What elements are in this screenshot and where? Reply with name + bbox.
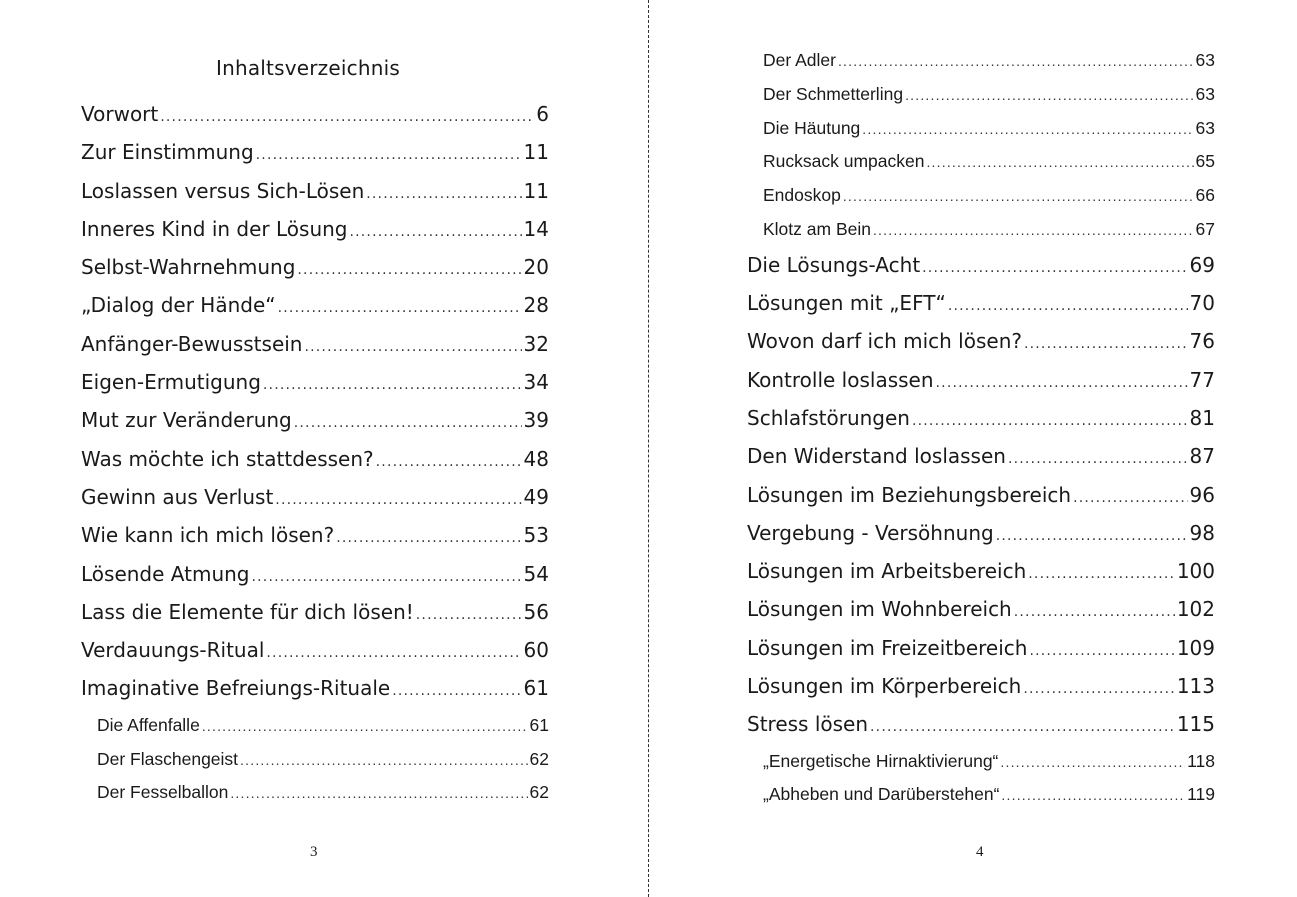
toc-entry (747, 597, 1215, 635)
right-page (650, 0, 1297, 897)
dot-leader (275, 485, 521, 509)
dot-leader (392, 676, 521, 700)
toc-list-left (81, 102, 549, 816)
toc-entry-page: 98 (1189, 520, 1215, 545)
toc-entry-page: 61 (523, 676, 549, 701)
toc-entry (81, 332, 549, 370)
toc-entry-page: 87 (1189, 444, 1215, 469)
toc-entry-title: „Energetische Hirnaktivierung“ (763, 750, 999, 771)
toc-entry-page: 28 (523, 293, 549, 318)
toc-entry (81, 179, 549, 217)
dot-leader (862, 118, 1193, 139)
toc-entry (747, 329, 1215, 367)
toc-entry-page: 81 (1189, 405, 1215, 430)
toc-title: Inhaltsverzeichnis (216, 56, 400, 80)
toc-entry-page: 32 (523, 331, 549, 356)
toc-subentry (81, 782, 549, 816)
toc-entry-title: Der Fesselballon (97, 782, 229, 803)
dot-leader (230, 782, 527, 803)
toc-entry-page: 119 (1187, 784, 1215, 805)
dot-leader (1001, 784, 1185, 805)
dot-leader (926, 151, 1193, 172)
toc-entry-page: 60 (523, 638, 549, 663)
dot-leader (1029, 636, 1174, 660)
dot-leader (366, 179, 521, 203)
toc-entry-page: 65 (1195, 151, 1215, 172)
toc-entry-page: 53 (523, 523, 549, 548)
toc-entry (747, 636, 1215, 674)
toc-entry-title: „Abheben und Darüberstehen“ (763, 784, 1000, 805)
toc-entry (81, 638, 549, 676)
toc-entry-page: 11 (523, 140, 549, 165)
toc-subentry (81, 715, 549, 749)
toc-entry-page: 100 (1176, 559, 1215, 584)
toc-entry-title: Stress lösen (747, 712, 869, 737)
toc-entry-page: 39 (523, 408, 549, 433)
toc-subentry (747, 118, 1215, 152)
toc-entry (81, 600, 549, 638)
dot-leader (936, 368, 1188, 392)
dot-leader (297, 255, 521, 279)
left-page (0, 0, 648, 897)
toc-entry (81, 370, 549, 408)
toc-entry-title: Lösungen im Freizeitbereich (747, 635, 1028, 660)
toc-entry-title: Endoskop (763, 185, 841, 206)
dot-leader (1073, 483, 1187, 507)
toc-entry-title: Die Lösungs-Acht (747, 252, 921, 277)
dot-leader (278, 293, 522, 317)
toc-entry-title: Verdauungs-Ritual (81, 638, 265, 663)
toc-entry-page: 63 (1195, 117, 1215, 138)
toc-entry-title: Vergebung - Versöhnung (747, 520, 994, 545)
toc-entry-title: Lösungen im Wohnbereich (747, 597, 1012, 622)
toc-entry (747, 253, 1215, 291)
toc-entry-title: Lösende Atmung (81, 561, 250, 586)
toc-entry-title: Inneres Kind in der Lösung (81, 216, 348, 241)
dot-leader (160, 102, 534, 126)
toc-subentry (747, 751, 1215, 785)
dot-leader (870, 712, 1175, 736)
toc-entry (747, 483, 1215, 521)
toc-entry-page: 113 (1176, 674, 1215, 699)
toc-entry-page: 11 (523, 178, 549, 203)
toc-entry (81, 102, 549, 140)
toc-entry-page: 56 (523, 599, 549, 624)
toc-entry-page: 63 (1195, 83, 1215, 104)
toc-entry-page: 66 (1195, 185, 1215, 206)
toc-entry-title: Wie kann ich mich lösen? (81, 523, 335, 548)
toc-entry-page: 70 (1189, 291, 1215, 316)
page-number: 4 (976, 844, 984, 860)
toc-entry (81, 408, 549, 446)
dot-leader (838, 50, 1194, 71)
toc-entry-title: Die Affenfalle (97, 714, 200, 735)
toc-entry-title: Vorwort (81, 102, 159, 126)
toc-entry-page: 34 (523, 370, 549, 395)
toc-entry-title: Loslassen versus Sich-Lösen (81, 178, 365, 203)
dot-leader (996, 521, 1188, 545)
dot-leader (263, 370, 522, 394)
toc-entry (747, 368, 1215, 406)
toc-subentry (747, 185, 1215, 219)
toc-entry-title: Schlafstörungen (747, 405, 910, 430)
dot-leader (1000, 751, 1185, 772)
dot-leader (1024, 329, 1188, 353)
toc-entry (81, 447, 549, 485)
toc-entry-page: 102 (1176, 597, 1215, 622)
toc-entry-page: 14 (523, 216, 549, 241)
toc-entry-title: Der Adler (763, 50, 836, 70)
toc-entry-page: 76 (1189, 329, 1215, 354)
toc-entry-title: „Dialog der Hände“ (81, 293, 276, 318)
toc-entry-title: Lösungen mit „EFT“ (747, 291, 946, 316)
toc-entry-title: Die Häutung (763, 117, 861, 138)
dot-leader (376, 447, 522, 471)
toc-entry-page: 54 (523, 561, 549, 586)
toc-entry-page: 49 (523, 484, 549, 509)
toc-entry-page: 109 (1176, 635, 1215, 660)
dot-leader (1023, 674, 1174, 698)
toc-entry-title: Eigen-Ermutigung (81, 370, 261, 395)
toc-entry-title: Selbst-Wahrnehmung (81, 255, 296, 280)
page-number: 3 (310, 844, 318, 860)
toc-entry (747, 559, 1215, 597)
toc-entry (81, 293, 549, 331)
toc-entry-page: 69 (1189, 252, 1215, 277)
dot-leader (1014, 597, 1175, 621)
toc-entry (747, 674, 1215, 712)
toc-entry-title: Anfänger-Bewusstsein (81, 331, 303, 356)
toc-entry-title: Lösungen im Beziehungsbereich (747, 482, 1072, 507)
toc-subentry (747, 50, 1215, 84)
dot-leader (240, 749, 527, 770)
dot-leader (336, 523, 521, 547)
toc-entry-page: 115 (1176, 712, 1215, 737)
toc-entry-page: 62 (529, 748, 549, 769)
toc-entry-page: 67 (1195, 218, 1215, 239)
dot-leader (1008, 444, 1188, 468)
toc-entry (747, 521, 1215, 559)
toc-subentry (747, 84, 1215, 118)
toc-entry-page: 96 (1189, 482, 1215, 507)
toc-entry-page: 6 (536, 102, 549, 126)
toc-entry-title: Rucksack umpacken (763, 151, 925, 172)
toc-entry (747, 291, 1215, 329)
toc-entry-page: 63 (1195, 50, 1215, 70)
toc-entry (747, 406, 1215, 444)
toc-entry-title: Der Flaschengeist (97, 748, 239, 769)
toc-entry-title: Gewinn aus Verlust (81, 484, 274, 509)
toc-entry-page: 77 (1189, 367, 1215, 392)
toc-entry-title: Wovon darf ich mich lösen? (747, 329, 1022, 354)
toc-entry-title: Klotz am Bein (763, 218, 871, 239)
toc-entry (81, 562, 549, 600)
toc-entry-title: Mut zur Veränderung (81, 408, 292, 433)
toc-entry-title: Was möchte ich stattdessen? (81, 446, 374, 471)
dot-leader (843, 185, 1194, 206)
toc-entry-page: 48 (523, 446, 549, 471)
toc-entry (81, 523, 549, 561)
toc-entry-page: 62 (529, 782, 549, 803)
toc-entry-title: Der Schmetterling (763, 83, 904, 104)
toc-entry-title: Zur Einstimmung (81, 140, 254, 165)
dot-leader (266, 638, 521, 662)
dot-leader (256, 140, 522, 164)
toc-subentry (747, 784, 1215, 818)
dot-leader (948, 291, 1188, 315)
dot-leader (349, 217, 521, 241)
page-divider (648, 0, 649, 897)
toc-entry-title: Lösungen im Körperbereich (747, 674, 1022, 699)
dot-leader (1028, 559, 1175, 583)
toc-entry-title: Den Widerstand loslassen (747, 444, 1006, 469)
toc-entry (747, 444, 1215, 482)
toc-subentry (747, 151, 1215, 185)
toc-entry-page: 61 (529, 714, 549, 735)
toc-entry (81, 676, 549, 714)
toc-entry (81, 485, 549, 523)
toc-entry-title: Lass die Elemente für dich lösen! (81, 599, 414, 624)
dot-leader (873, 219, 1194, 240)
toc-subentry (81, 749, 549, 783)
dot-leader (912, 406, 1188, 430)
toc-entry-title: Lösungen im Arbeitsbereich (747, 559, 1027, 584)
toc-entry (81, 255, 549, 293)
toc-entry (81, 217, 549, 255)
dot-leader (294, 408, 522, 432)
dot-leader (905, 84, 1193, 105)
dot-leader (304, 332, 521, 356)
toc-entry-page: 118 (1187, 750, 1215, 771)
toc-entry-page: 20 (523, 255, 549, 280)
toc-entry (81, 140, 549, 178)
dot-leader (922, 253, 1187, 277)
toc-entry-title: Imaginative Befreiungs-Rituale (81, 676, 391, 701)
dot-leader (202, 715, 528, 736)
toc-entry-title: Kontrolle loslassen (747, 367, 934, 392)
dot-leader (252, 562, 522, 586)
dot-leader (416, 600, 522, 624)
toc-subentry (747, 219, 1215, 253)
toc-list-right (747, 50, 1215, 818)
toc-entry (747, 712, 1215, 750)
